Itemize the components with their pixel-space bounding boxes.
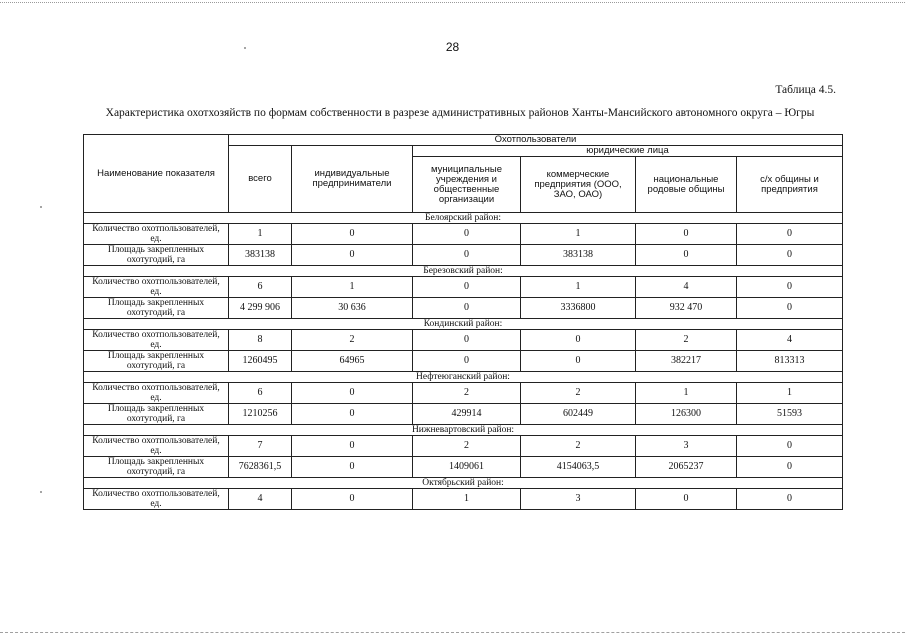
legal-entities-header: юридические лица [413, 146, 843, 157]
indicator-label: Количество охотпользователей, ед. [84, 489, 229, 510]
value-cell: 0 [413, 298, 521, 319]
value-cell: 2 [636, 330, 737, 351]
value-cell: 0 [737, 298, 843, 319]
region-name: Нефтеюганский район: [84, 372, 843, 383]
value-cell: 0 [292, 436, 413, 457]
value-cell: 0 [413, 351, 521, 372]
value-cell: 0 [636, 245, 737, 266]
value-cell: 3336800 [521, 298, 636, 319]
region-row [84, 372, 843, 383]
value-cell: 64965 [292, 351, 413, 372]
value-cell: 0 [413, 277, 521, 298]
indicator-label: Площадь закрепленных охотугодий, га [84, 245, 229, 266]
indicator-label: Площадь закрепленных охотугодий, га [84, 298, 229, 319]
value-cell: 51593 [737, 404, 843, 425]
indicator-label: Количество охотпользователей, ед. [84, 224, 229, 245]
value-cell: 4 [229, 489, 292, 510]
value-cell: 1 [413, 489, 521, 510]
document-title: Характеристика охотхозяйств по формам собственности в разрезе административных районов Ханты-Мансийского автономного округа – Югры [105, 107, 815, 119]
value-cell: 0 [292, 457, 413, 478]
indicator-label: Площадь закрепленных охотугодий, га [84, 404, 229, 425]
column-header-commercial: коммерческие предприятия (ООО, ЗАО, ОАО) [521, 157, 636, 213]
indicator-label: Площадь закрепленных охотугодий, га [84, 457, 229, 478]
region-row [84, 213, 843, 224]
value-cell: 2 [413, 383, 521, 404]
value-cell: 4 [737, 330, 843, 351]
value-cell: 602449 [521, 404, 636, 425]
scan-top-edge [0, 2, 905, 3]
table-row [84, 404, 843, 425]
table-row [84, 383, 843, 404]
value-cell: 0 [413, 224, 521, 245]
region-name: Березовский район: [84, 266, 843, 277]
value-cell: 0 [413, 330, 521, 351]
value-cell: 2 [413, 436, 521, 457]
value-cell: 1 [292, 277, 413, 298]
value-cell: 3 [521, 489, 636, 510]
value-cell: 3 [636, 436, 737, 457]
value-cell: 383138 [229, 245, 292, 266]
value-cell: 2 [521, 436, 636, 457]
region-name: Нижневартовский район: [84, 425, 843, 436]
value-cell: 2 [521, 383, 636, 404]
value-cell: 813313 [737, 351, 843, 372]
region-row [84, 319, 843, 330]
table-label: Таблица 4.5. [775, 84, 836, 96]
value-cell: 1 [636, 383, 737, 404]
value-cell: 382217 [636, 351, 737, 372]
value-cell: 1210256 [229, 404, 292, 425]
table-row [84, 224, 843, 245]
column-header-municipal: муниципальные учреждения и общественные организации [413, 157, 521, 213]
table-row [84, 277, 843, 298]
region-name: Октябрьский район: [84, 478, 843, 489]
value-cell: 30 636 [292, 298, 413, 319]
value-cell: 0 [636, 489, 737, 510]
value-cell: 932 470 [636, 298, 737, 319]
region-row [84, 478, 843, 489]
value-cell: 1 [737, 383, 843, 404]
value-cell: 1409061 [413, 457, 521, 478]
value-cell: 7 [229, 436, 292, 457]
region-name: Кондинский район: [84, 319, 843, 330]
value-cell: 2 [292, 330, 413, 351]
table-row [84, 330, 843, 351]
value-cell: 1260495 [229, 351, 292, 372]
value-cell: 1 [521, 277, 636, 298]
value-cell: 0 [521, 330, 636, 351]
column-header-agricultural: с/х общины и предприятия [737, 157, 843, 213]
value-cell: 126300 [636, 404, 737, 425]
indicator-label: Площадь закрепленных охотугодий, га [84, 351, 229, 372]
region-row [84, 425, 843, 436]
hunting-farms-table [83, 134, 843, 510]
value-cell: 4154063,5 [521, 457, 636, 478]
value-cell: 429914 [413, 404, 521, 425]
users-group-header: Охотпользователи [229, 135, 843, 146]
value-cell: 1 [229, 224, 292, 245]
value-cell: 4 299 906 [229, 298, 292, 319]
value-cell: 0 [636, 224, 737, 245]
table-row [84, 457, 843, 478]
value-cell: 0 [737, 436, 843, 457]
indicator-label: Количество охотпользователей, ед. [84, 436, 229, 457]
indicator-label: Количество охотпользователей, ед. [84, 277, 229, 298]
column-header-entrepreneurs: индивидуальные предприниматели [292, 146, 413, 213]
value-cell: 1 [521, 224, 636, 245]
value-cell: 0 [737, 457, 843, 478]
value-cell: 0 [292, 404, 413, 425]
column-header-national-communities: национальные родовые общины [636, 157, 737, 213]
value-cell: 0 [413, 245, 521, 266]
indicator-label: Количество охотпользователей, ед. [84, 330, 229, 351]
table-row [84, 436, 843, 457]
table-row [84, 245, 843, 266]
value-cell: 383138 [521, 245, 636, 266]
value-cell: 0 [292, 224, 413, 245]
value-cell: 0 [737, 245, 843, 266]
value-cell: 4 [636, 277, 737, 298]
value-cell: 0 [521, 351, 636, 372]
column-header-total: всего [229, 146, 292, 213]
region-name: Белоярский район: [84, 213, 843, 224]
table-row [84, 298, 843, 319]
value-cell: 0 [292, 489, 413, 510]
value-cell: 6 [229, 277, 292, 298]
scan-bottom-edge [0, 632, 905, 633]
value-cell: 0 [292, 383, 413, 404]
scan-speck [40, 206, 42, 208]
value-cell: 2065237 [636, 457, 737, 478]
region-row [84, 266, 843, 277]
value-cell: 0 [737, 489, 843, 510]
indicator-header: Наименование показателя [84, 135, 229, 213]
value-cell: 0 [737, 224, 843, 245]
value-cell: 7628361,5 [229, 457, 292, 478]
value-cell: 0 [737, 277, 843, 298]
indicator-label: Количество охотпользователей, ед. [84, 383, 229, 404]
table-row [84, 351, 843, 372]
value-cell: 8 [229, 330, 292, 351]
value-cell: 6 [229, 383, 292, 404]
table-row [84, 489, 843, 510]
scan-speck [40, 491, 42, 493]
page-number: 28 [445, 40, 460, 54]
value-cell: 0 [292, 245, 413, 266]
